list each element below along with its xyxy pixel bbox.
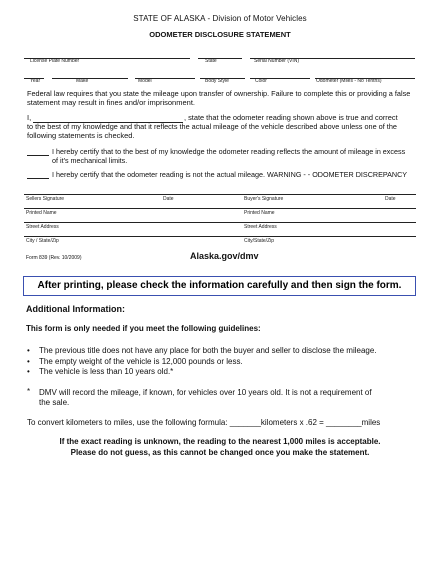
bullet-icon: • [27, 357, 30, 366]
buyer-printed-name-label: Printed Name [244, 210, 275, 216]
seller-street-label: Street Address [26, 224, 59, 230]
final-note-2: Please do not guess, as this cannot be changed once you make the statement. [70, 448, 370, 457]
note-line-1: DMV will record the mileage, if known, for vehicles over 10 years old. It is not a requirement of [39, 388, 372, 397]
street-address-line[interactable] [24, 222, 416, 223]
bullet-icon: • [27, 367, 30, 376]
form-id: Form 839 (Rev. 10/2009) [26, 255, 82, 261]
license-plate-label: License Plate Number [30, 58, 80, 64]
guidelines-heading: This form is only needed if you meet the following guidelines: [26, 324, 261, 333]
color-label: Color [255, 78, 267, 84]
agency-heading: STATE OF ALASKA - Division of Motor Vehicles [133, 14, 307, 23]
signature-line[interactable] [24, 194, 416, 195]
guideline-2: The empty weight of the vehicle is 12,000 pounds or less. [39, 357, 243, 366]
excess-mileage-statement: I hereby certify that to the best of my knowledge the odometer reading reflects the amount of mileage in excess [52, 147, 406, 156]
federal-law-line-2: statement may result in fines and/or imprisonment. [27, 98, 195, 107]
conversion-formula: To convert kilometers to miles, use the following formula: _______kilometers x .62 = ________miles [27, 418, 381, 427]
discrepancy-statement: I hereby certify that the odometer reading is not the actual mileage. WARNING - - ODOMETER DISCREPANCY [52, 170, 408, 179]
certify-prefix: I, [27, 113, 32, 122]
excess-mileage-statement-2: of it's mechanical limits. [52, 156, 128, 165]
guideline-1: The previous title does not have any place for both the buyer and seller to disclose the mileage. [39, 346, 377, 355]
excess-mileage-check-field[interactable] [27, 155, 49, 156]
seller-signature-label: Sellers Signature [26, 196, 65, 202]
buyer-city-label: City/State/Zip [244, 238, 275, 244]
print-check-banner: After printing, please check the information carefully and then sign the form. [23, 276, 416, 296]
year-label: Year [30, 78, 41, 84]
certify-line-3: following statements is checked. [27, 131, 135, 140]
body-style-label: Body Style [205, 78, 229, 84]
seller-city-label: City / State/Zip [26, 238, 59, 244]
printed-name-line[interactable] [24, 208, 416, 209]
guideline-3: The vehicle is less than 10 years old.* [39, 367, 174, 376]
additional-info-heading: Additional Information: [26, 304, 125, 314]
final-note-1: If the exact reading is unknown, the reading to the nearest 1,000 miles is acceptable. [59, 437, 381, 446]
buyer-signature-label: Buyer's Signature [244, 196, 284, 202]
make-field[interactable] [52, 78, 128, 79]
make-label: Make [76, 78, 89, 84]
form-title: ODOMETER DISCLOSURE STATEMENT [149, 30, 291, 39]
note-line-2: the sale. [39, 398, 70, 407]
buyer-date-label: Date [385, 196, 396, 202]
bullet-icon: • [27, 346, 30, 355]
seller-printed-name-label: Printed Name [26, 210, 57, 216]
website-link[interactable]: Alaska.gov/dmv [190, 251, 259, 261]
federal-law-line-1: Federal law requires that you state the mileage upon transfer of ownership. Failure to complete this or providing a false [27, 89, 411, 98]
certify-line-1: , state that the odometer reading shown above is true and correct [184, 113, 398, 122]
serial-number-label: Serial Number (VIN) [254, 58, 300, 64]
odometer-label: Odometer (Miles - No Tenths) [316, 78, 382, 84]
seller-date-label: Date [163, 196, 174, 202]
city-state-zip-line[interactable] [24, 236, 416, 237]
asterisk: * [27, 387, 31, 396]
model-label: Model [138, 78, 152, 84]
buyer-street-label: Street Address [244, 224, 277, 230]
certify-line-2: to the best of my knowledge and that it reflects the actual mileage of the vehicle described above unless one of the [27, 122, 397, 131]
discrepancy-check-field[interactable] [27, 178, 49, 179]
state-label: State [205, 58, 217, 64]
